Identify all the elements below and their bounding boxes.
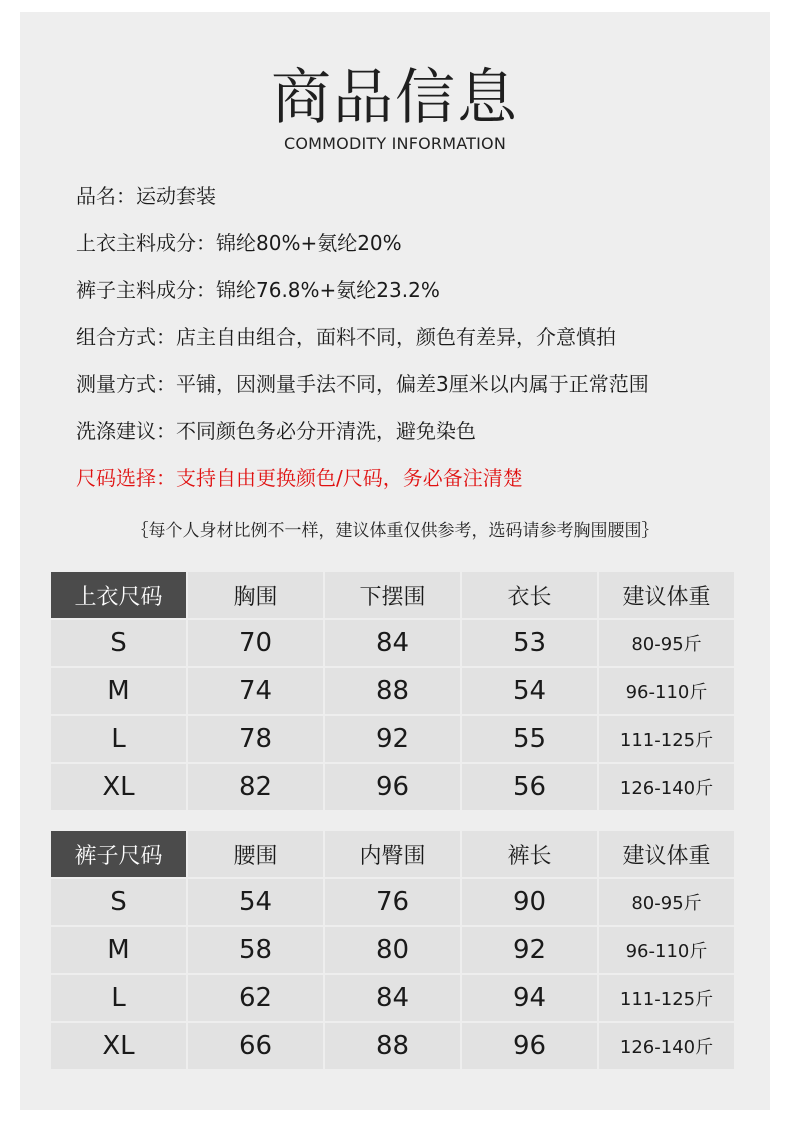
- page-subtitle: COMMODITY INFORMATION: [283, 134, 506, 153]
- hip-header: 内臀围: [325, 831, 460, 877]
- size-cell: M: [51, 927, 186, 973]
- weight-cell: 80-95斤: [599, 879, 734, 925]
- table-cell: 92: [462, 927, 597, 973]
- table-cell: 96: [462, 1023, 597, 1069]
- table-cell: 56: [462, 764, 597, 810]
- table-cell: 70: [188, 620, 323, 666]
- top-size-header: 上衣尺码: [51, 572, 186, 618]
- weight-cell: 126-140斤: [599, 1023, 734, 1069]
- info-top-material: 上衣主料成分：锦纶80%+氨纶20%: [76, 231, 402, 255]
- table-row: [51, 764, 734, 810]
- hem-header: 下摆围: [325, 572, 460, 618]
- info-size-selection: 尺码选择：支持自由更换颜色/尺码，务必备注清楚: [76, 466, 523, 490]
- weight-cell: 111-125斤: [599, 716, 734, 762]
- table-cell: 82: [188, 764, 323, 810]
- table-cell: 58: [188, 927, 323, 973]
- page-title: 商品信息: [271, 63, 519, 133]
- table-cell: 84: [325, 620, 460, 666]
- table-cell: 88: [325, 668, 460, 714]
- info-combination: 组合方式：店主自由组合，面料不同，颜色有差异，介意慎拍: [76, 325, 616, 349]
- weight-header: 建议体重: [599, 831, 734, 877]
- size-cell: L: [51, 716, 186, 762]
- table-cell: 78: [188, 716, 323, 762]
- product-info: [76, 182, 756, 511]
- weight-cell: 96-110斤: [599, 668, 734, 714]
- size-cell: S: [51, 620, 186, 666]
- table-cell: 54: [462, 668, 597, 714]
- table-cell: 92: [325, 716, 460, 762]
- size-cell: L: [51, 975, 186, 1021]
- chest-header: 胸围: [188, 572, 323, 618]
- table-cell: 53: [462, 620, 597, 666]
- info-pants-material: 裤子主料成分：锦纶76.8%+氨纶23.2%: [76, 278, 440, 302]
- table-cell: 54: [188, 879, 323, 925]
- size-cell: S: [51, 879, 186, 925]
- pants-size-table: [49, 829, 736, 1071]
- pants-length-header: 裤长: [462, 831, 597, 877]
- table-cell: 96: [325, 764, 460, 810]
- weight-header: 建议体重: [599, 572, 734, 618]
- table-row: [51, 716, 734, 762]
- table-row: [51, 975, 734, 1021]
- weight-cell: 80-95斤: [599, 620, 734, 666]
- weight-cell: 126-140斤: [599, 764, 734, 810]
- size-cell: XL: [51, 1023, 186, 1069]
- table-cell: 94: [462, 975, 597, 1021]
- size-cell: XL: [51, 764, 186, 810]
- length-header: 衣长: [462, 572, 597, 618]
- top-size-table: [49, 570, 736, 812]
- table-header-row: [51, 831, 734, 877]
- info-product-name: 品名：运动套装: [76, 184, 216, 208]
- table-cell: 76: [325, 879, 460, 925]
- info-measurement: 测量方式：平铺，因测量手法不同，偏差3厘米以内属于正常范围: [76, 372, 649, 396]
- info-washing: 洗涤建议：不同颜色务必分开清洗，避免染色: [76, 419, 476, 443]
- table-cell: 90: [462, 879, 597, 925]
- table-row: [51, 927, 734, 973]
- table-cell: 55: [462, 716, 597, 762]
- table-row: [51, 668, 734, 714]
- table-header-row: [51, 572, 734, 618]
- weight-cell: 96-110斤: [599, 927, 734, 973]
- table-row: [51, 1023, 734, 1069]
- pants-size-header: 裤子尺码: [51, 831, 186, 877]
- table-cell: 74: [188, 668, 323, 714]
- table-cell: 88: [325, 1023, 460, 1069]
- table-row: [51, 620, 734, 666]
- table-cell: 66: [188, 1023, 323, 1069]
- table-row: [51, 879, 734, 925]
- weight-cell: 111-125斤: [599, 975, 734, 1021]
- table-cell: 80: [325, 927, 460, 973]
- table-cell: 62: [188, 975, 323, 1021]
- table-cell: 84: [325, 975, 460, 1021]
- size-cell: M: [51, 668, 186, 714]
- waist-header: 腰围: [188, 831, 323, 877]
- size-note: ｛每个人身材比例不一样，建议体重仅供参考，选码请参考胸围腰围｝: [131, 521, 659, 541]
